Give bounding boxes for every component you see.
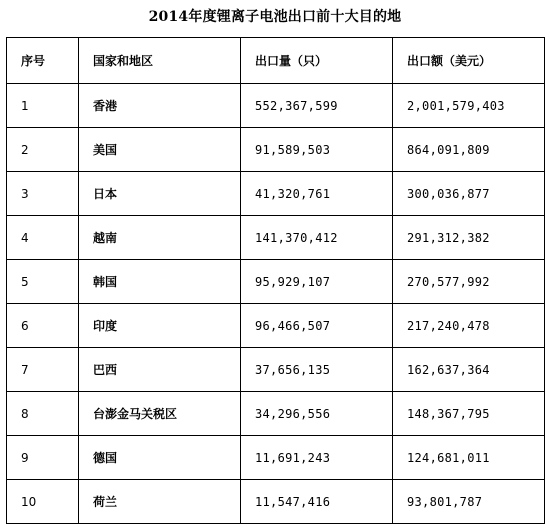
row-amount: 124,681,011 bbox=[393, 436, 545, 480]
table-header-row bbox=[7, 38, 545, 84]
row-index: 8 bbox=[7, 392, 79, 436]
row-amount: 300,036,877 bbox=[393, 172, 545, 216]
row-region: 香港 bbox=[79, 84, 241, 128]
row-region: 日本 bbox=[79, 172, 241, 216]
row-quantity: 11,547,416 bbox=[241, 480, 393, 524]
row-index: 2 bbox=[7, 128, 79, 172]
row-region: 韩国 bbox=[79, 260, 241, 304]
table-row bbox=[7, 436, 545, 480]
row-index: 10 bbox=[7, 480, 79, 524]
row-region: 越南 bbox=[79, 216, 241, 260]
row-quantity: 552,367,599 bbox=[241, 84, 393, 128]
row-region: 巴西 bbox=[79, 348, 241, 392]
row-amount: 2,001,579,403 bbox=[393, 84, 545, 128]
table-body bbox=[7, 84, 545, 524]
row-amount: 270,577,992 bbox=[393, 260, 545, 304]
row-region: 荷兰 bbox=[79, 480, 241, 524]
column-header-region: 国家和地区 bbox=[79, 38, 241, 84]
table-row bbox=[7, 392, 545, 436]
table-row bbox=[7, 304, 545, 348]
table-row bbox=[7, 216, 545, 260]
table-row bbox=[7, 172, 545, 216]
row-index: 9 bbox=[7, 436, 79, 480]
row-quantity: 34,296,556 bbox=[241, 392, 393, 436]
row-region: 德国 bbox=[79, 436, 241, 480]
column-header-amount: 出口额（美元） bbox=[393, 38, 545, 84]
row-quantity: 91,589,503 bbox=[241, 128, 393, 172]
export-table bbox=[6, 37, 545, 524]
table-row bbox=[7, 128, 545, 172]
row-amount: 162,637,364 bbox=[393, 348, 545, 392]
row-quantity: 141,370,412 bbox=[241, 216, 393, 260]
table-row bbox=[7, 260, 545, 304]
row-index: 6 bbox=[7, 304, 79, 348]
row-quantity: 95,929,107 bbox=[241, 260, 393, 304]
page-title: 2014年度锂离子电池出口前十大目的地 bbox=[148, 9, 402, 25]
row-amount: 864,091,809 bbox=[393, 128, 545, 172]
row-index: 5 bbox=[7, 260, 79, 304]
row-index: 7 bbox=[7, 348, 79, 392]
table-row bbox=[7, 348, 545, 392]
column-header-quantity: 出口量（只） bbox=[241, 38, 393, 84]
row-quantity: 37,656,135 bbox=[241, 348, 393, 392]
row-amount: 291,312,382 bbox=[393, 216, 545, 260]
row-quantity: 41,320,761 bbox=[241, 172, 393, 216]
row-index: 4 bbox=[7, 216, 79, 260]
row-index: 1 bbox=[7, 84, 79, 128]
row-amount: 148,367,795 bbox=[393, 392, 545, 436]
row-index: 3 bbox=[7, 172, 79, 216]
row-region: 台澎金马关税区 bbox=[79, 392, 241, 436]
row-amount: 93,801,787 bbox=[393, 480, 545, 524]
row-region: 美国 bbox=[79, 128, 241, 172]
row-region: 印度 bbox=[79, 304, 241, 348]
row-quantity: 96,466,507 bbox=[241, 304, 393, 348]
column-header-index: 序号 bbox=[7, 38, 79, 84]
table-row bbox=[7, 84, 545, 128]
row-quantity: 11,691,243 bbox=[241, 436, 393, 480]
table-row bbox=[7, 480, 545, 524]
row-amount: 217,240,478 bbox=[393, 304, 545, 348]
